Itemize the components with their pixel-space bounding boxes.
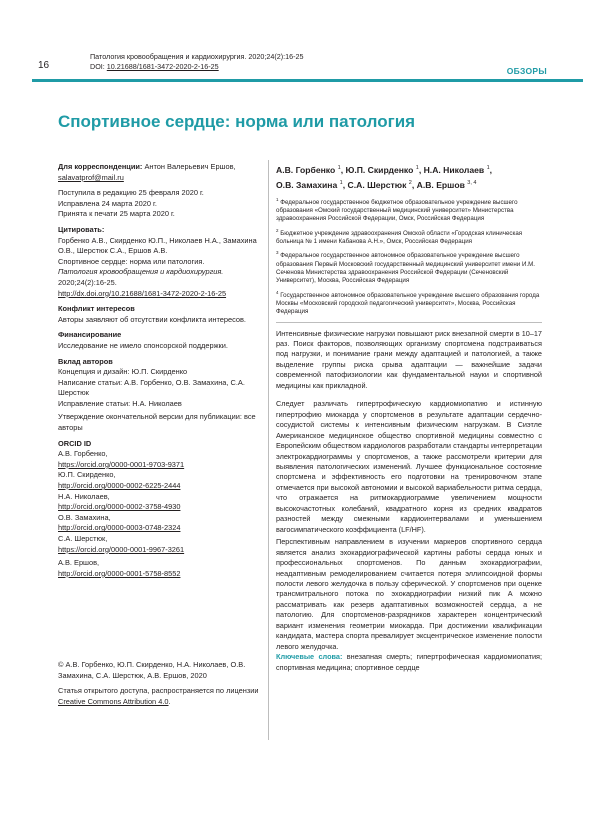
correspondence-email[interactable]: salavatprof@mail.ru (58, 172, 124, 182)
funding-label: Финансирование (58, 330, 122, 340)
citation-journal: Патология кровообращения и кардиохирургия. (58, 267, 224, 277)
abstract-paragraph: Следует различать гипертрофическую кардиомиопатию и истинную гипертрофию миокарда у спортсменов в результате адаптации сердечно-сосудистой системы к интенсивным физическим нагрузкам. В Сиэтле Американское медицинское общество спортивной медицины совместно с Европейским обществом кардиологов разработали стандарты интерпретации электрокардиограммы у спортсменов, а также рассмотрели критерии для выявления патологических изменений. Лучшее функциональное состояние спортсмена и эффективность его подготовки на тренировочном этапе отмечается при высокой автономии и высокой вариабельности ритма сердца, что отражается на ритмокардиограмме увеличением мощности высокочастотных колебаний, квадратного корня из средних квадратов разностей между смежными кардиоинтервалами и уменьшением вагосимпатического коэффициента (LF/HF). (276, 399, 542, 534)
orcid-name: С.А. Шерстюк, (58, 534, 108, 543)
orcid-name: А.В. Ершов, (58, 558, 100, 568)
orcid-name: Н.А. Николаев, (58, 491, 110, 501)
author: С.А. Шерстюк $^2$, (347, 179, 417, 190)
funding-block (58, 330, 263, 351)
orcid-link[interactable]: http://orcid.org/0000-0003-0748-2324 (58, 523, 181, 533)
orcid-name: Ю.П. Скирденко, (58, 470, 116, 480)
journal-citation-line: Патология кровообращения и кардиохирургия. 2020;24(2):16-25 (90, 52, 304, 61)
conflict-text: Авторы заявляют об отсутствии конфликта интересов. (58, 314, 246, 324)
page-number: 16 (38, 60, 50, 71)
correspondence-label: Для корреспонденции: (58, 162, 143, 171)
copyright-text: © А.В. Горбенко, Ю.П. Скирденко, Н.А. Николаев, О.В. Замахина, С.А. Шерстюк, А.В. Ершов, 2020 (58, 660, 246, 680)
metadata-column (58, 162, 263, 584)
correspondence-name: Антон Валерьевич Ершов, (142, 162, 236, 171)
author: А.В. Ершов $^{3, 4}$ (416, 179, 477, 190)
copyright-block (58, 660, 263, 707)
contributions-block (58, 357, 263, 434)
doi-prefix: DOI: (90, 62, 107, 71)
contribution-line: Исправление статьи: Н.А. Николаев (58, 398, 182, 408)
contribution-line: Концепция и дизайн: Ю.П. Скирденко (58, 367, 188, 377)
conflict-block (58, 304, 263, 325)
citation-label: Цитировать: (58, 224, 105, 234)
conflict-label: Конфликт интересов (58, 304, 135, 314)
citation-authors: Горбенко А.В., Скирденко Ю.П., Николаев Н.А., Замахина О.В., Шерстюк С.А., Ершов А.В. (58, 235, 257, 256)
orcid-link[interactable]: http://orcid.org/0000-0002-3758-4930 (58, 502, 181, 512)
orcid-link[interactable]: https://orcid.org/0000-0001-9703-9371 (58, 459, 185, 469)
contribution-line: Утверждение окончательной версии для публикации: все авторы (58, 412, 256, 433)
orcid-link[interactable]: http://orcid.org/0000-0002-6225-2444 (58, 481, 181, 491)
header-rule (32, 79, 583, 82)
orcid-name: О.В. Замахина, (58, 512, 111, 522)
author: Н.А. Николаев $^1$, (423, 164, 493, 175)
affiliation-divider (276, 322, 542, 323)
orcid-block (58, 439, 263, 580)
citation-block (58, 225, 263, 299)
citation-issue: 2020;24(2):16-25. (58, 277, 117, 287)
section-label: ОБЗОРЫ (506, 66, 547, 76)
license-text: Статья открытого доступа, распространяется по лицензии Creative Commons Attribution 4.0. (58, 686, 259, 706)
citation-doi-link[interactable]: http://dx.doi.org/10.21688/1681-3472-2020-2-16-25 (58, 288, 227, 298)
doi-link[interactable]: 10.21688/1681-3472-2020-2-16-25 (106, 62, 219, 71)
orcid-link[interactable]: https://orcid.org/0000-0001-9967-3261 (58, 544, 185, 554)
orcid-name: А.В. Горбенко, (58, 449, 108, 459)
main-column (276, 162, 542, 678)
date-received: Поступила в редакцию 25 февраля 2020 г. (58, 188, 204, 198)
affiliation: $^1$ Федеральное государственное бюджетное образовательное учреждение высшего образования «Омский государственный медицинский университет» Министерства здравоохранения Российской Федерации, Омск, Российская Федерация (276, 196, 518, 223)
abstract-paragraph: Интенсивные физические нагрузки повышают риск внезапной смерти в 10–17 раз. Поиск факторов, позволяющих организму спортсмена подстраиваться под нагрузки, и понимание грани между адаптацией и патологией, а также выделение группы риска срыва адаптации — важнейшие задачи современной патофизиологии как фундаментальной науки и спортивной медицины как прикладной. (276, 328, 542, 390)
affiliation: $^4$ Государственное автономное образовательное учреждение высшего образования города Москвы «Московский городской педагогический университет», Москва, Российская Федерация (276, 289, 540, 316)
affiliation: $^2$ Бюджетное учреждение здравоохранения Омской области «Городская клиническая больница № 1 имени Кабанова А.Н.», Омск, Российская Федерация (276, 227, 523, 246)
keywords-label: Ключевые слова: (276, 652, 343, 662)
orcid-label: ORCID ID (58, 438, 92, 448)
column-divider (268, 160, 269, 740)
author: Ю.П. Скирденко $^1$, (345, 164, 424, 175)
contributions-label: Вклад авторов (58, 356, 113, 366)
license-link[interactable]: Creative Commons Attribution 4.0 (58, 696, 169, 706)
date-accepted: Принята к печати 25 марта 2020 г. (58, 209, 175, 219)
contribution-line: Написание статьи: А.В. Горбенко, О.В. Замахина, С.А. Шерстюк (58, 377, 245, 398)
author-list (276, 162, 542, 192)
date-revised: Исправлена 24 марта 2020 г. (58, 198, 157, 208)
author: А.В. Горбенко $^1$, (276, 164, 346, 175)
keywords-text: внезапная смерть; гипертрофическая кардиомиопатия; спортивная медицина; спортивное сердце (276, 652, 543, 672)
affiliation: $^3$ Федеральное государственное автономное образовательное учреждение высшего образования Первый Московский государственный медицинский университет имени И.М. Сеченова Министерства здравоохранения Российской Федерации (Сеченовский Университет), Москва, Российская Федерация (276, 250, 535, 285)
correspondence-block (58, 162, 263, 183)
doi-line (90, 62, 304, 72)
keywords (276, 652, 542, 673)
author: О.В. Замахина $^1$, (276, 179, 348, 190)
journal-header (90, 52, 304, 72)
dates-block (58, 188, 263, 220)
article-title: Спортивное сердце: норма или патология (58, 112, 416, 131)
citation-title: Спортивное сердце: норма или патология. (58, 256, 205, 266)
abstract-paragraph: Перспективным направлением в изучении маркеров спортивного сердца является анализ эхокардиографической картины работы сердца юных и профессиональных спортсменов. По данным эхокардиографии, неадаптивным ремоделированием считается потеря эллипсоидной формы полости левого желудочка в пользу сферической. У спортсменов при оценке трансмитрального потока по эхокардиографии низкий пик А можно рассматривать как резерв адаптативных возможностей сердца, а не патологию. Для спортсменов-разрядников характерен концентрический вариант изменения геометрии миокарда. При достижении квалификации кандидата, мастера спорта превалирует эксцентрическое изменение полости левого желудочка. (276, 537, 542, 651)
funding-text: Исследование не имело спонсорской поддержки. (58, 340, 228, 350)
orcid-link[interactable]: http://orcid.org/0000-0001-5758-8552 (58, 568, 181, 578)
